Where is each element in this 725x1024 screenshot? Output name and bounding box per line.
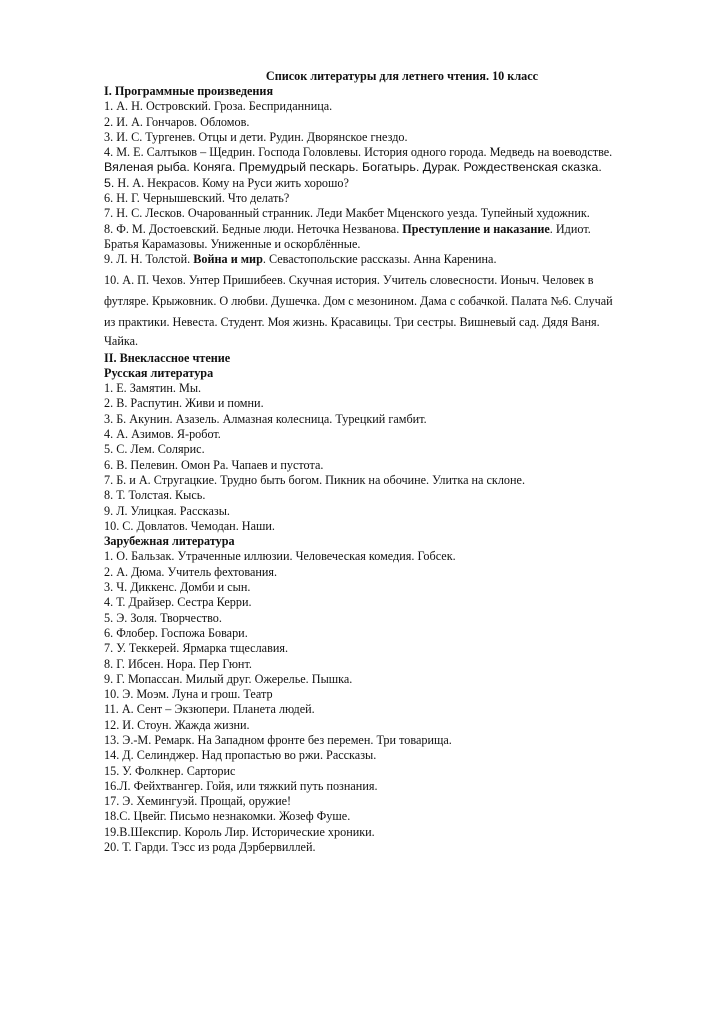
list-item (104, 176, 684, 191)
list-item: 8. Т. Толстая. Кысь. (104, 488, 206, 503)
list-item (104, 252, 684, 267)
list-item-text: 9. Л. Н. Толстой. (104, 252, 194, 267)
list-item: 16.Л. Фейхтвангер. Гойя, или тяжкий путь познания. (104, 778, 378, 793)
list-item: 9. Г. Мопассан. Милый друг. Ожерелье. Пышка. (104, 671, 353, 686)
list-item-number: 5. (104, 175, 115, 190)
paragraph-line: 10. А. П. Чехов. Унтер Пришибеев. Скучная история. Учитель словесности. Ионыч. Человек в (104, 272, 594, 287)
list-item: 1. О. Бальзак. Утраченные иллюзии. Человеческая комедия. Гобсек. (104, 549, 456, 564)
list-item: 13. Э.-М. Ремарк. На Западном фронте без перемен. Три товарища. (104, 732, 452, 747)
list-item: 9. Л. Улицкая. Рассказы. (104, 503, 230, 518)
list-item: 3. И. С. Тургенев. Отцы и дети. Рудин. Дворянское гнездо. (104, 129, 408, 144)
list-item: 2. А. Дюма. Учитель фехтования. (104, 564, 278, 579)
document-page (104, 68, 684, 855)
list-item-text: . Севастопольские рассказы. Анна Каренина. (262, 252, 497, 267)
list-item: 2. И. А. Гончаров. Обломов. (104, 114, 250, 129)
list-item: 11. А. Сент – Экзюпери. Планета людей. (104, 702, 315, 717)
list-item: 7. У. Теккерей. Ярмарка тщеславия. (104, 641, 288, 656)
list-item: 4. М. Е. Салтыков – Щедрин. Господа Головлевы. История одного города. Медведь на воеводстве. (104, 145, 613, 160)
list-item: 17. Э. Хемингуэй. Прощай, оружие! (104, 794, 292, 809)
list-item: 7. Н. С. Лесков. Очарованный странник. Леди Макбет Мценского уезда. Тупейный художник. (104, 206, 590, 221)
list-item: 6. Н. Г. Чернышевский. Что делать? (104, 191, 290, 206)
list-item: 15. У. Фолкнер. Сарторис (104, 763, 236, 778)
list-item-bold-title: Война и мир (193, 252, 263, 267)
list-item: 7. Б. и А. Стругацкие. Трудно быть богом. Пикник на обочине. Улитка на склоне. (104, 472, 525, 487)
list-item: 8. Г. Ибсен. Нора. Пер Гюнт. (104, 656, 252, 671)
subsection-heading-foreign: Зарубежная литература (104, 534, 235, 549)
list-item: 6. Флобер. Госпожа Бовари. (104, 625, 248, 640)
document-title: Список литературы для летнего чтения. 10 класс (265, 69, 539, 83)
list-item: 10. С. Довлатов. Чемодан. Наши. (104, 518, 275, 533)
paragraph-line: из практики. Невеста. Студент. Моя жизнь. Красавицы. Три сестры. Вишневый сад. Дядя Ваня. (104, 314, 600, 329)
list-item-text: 8. Ф. М. Достоевский. Бедные люди. Неточка Незванова. (104, 221, 403, 236)
list-item: 18.С. Цвейг. Письмо незнакомки. Жозеф Фуше. (104, 809, 351, 824)
list-item-continuation: Вяленая рыба. Коняга. Премудрый пескарь. Богатырь. Дурак. Рождественская сказка. (104, 160, 602, 175)
list-item-continuation: Братья Карамазовы. Униженные и оскорблённые. (104, 236, 361, 251)
list-item: 5. С. Лем. Солярис. (104, 442, 205, 457)
list-item: 3. Б. Акунин. Азазель. Алмазная колесница. Турецкий гамбит. (104, 411, 427, 426)
list-item-bold-title: Преступление и наказание (402, 221, 550, 236)
list-item (104, 222, 684, 237)
list-item: 12. И. Стоун. Жажда жизни. (104, 717, 250, 732)
chekhov-paragraph (104, 270, 684, 350)
section-heading-program: I. Программные произведения (104, 84, 274, 98)
list-item-text: Н. А. Некрасов. Кому на Руси жить хорошо? (114, 175, 349, 190)
paragraph-line: Чайка. (104, 333, 139, 348)
list-item: 10. Э. Моэм. Луна и грош. Театр (104, 687, 273, 702)
section-heading-extracurricular: II. Внеклассное чтение (104, 350, 231, 365)
list-item: 5. Э. Золя. Творчество. (104, 610, 222, 625)
list-item: 4. А. Азимов. Я-робот. (104, 427, 221, 442)
list-item: 2. В. Распутин. Живи и помни. (104, 396, 264, 411)
list-item: 4. Т. Драйзер. Сестра Керри. (104, 595, 252, 610)
list-item: 20. Т. Гарди. Тэсс из рода Дэрбервиллей. (104, 840, 316, 855)
list-item: 19.В.Шекспир. Король Лир. Исторические хроники. (104, 824, 375, 839)
list-item: 1. А. Н. Островский. Гроза. Бесприданница. (104, 99, 333, 114)
list-item-text: . Идиот. (549, 221, 591, 236)
list-item: 3. Ч. Диккенс. Домби и сын. (104, 580, 251, 595)
subsection-heading-russian: Русская литература (104, 365, 214, 380)
list-item: 6. В. Пелевин. Омон Ра. Чапаев и пустота. (104, 457, 324, 472)
paragraph-line: футляре. Крыжовник. О любви. Душечка. Дом с мезонином. Дама с собачкой. Палата №6. Случай (104, 293, 613, 308)
list-item: 1. Е. Замятин. Мы. (104, 381, 202, 396)
list-item: 14. Д. Селинджер. Над пропастью во ржи. Рассказы. (104, 748, 377, 763)
